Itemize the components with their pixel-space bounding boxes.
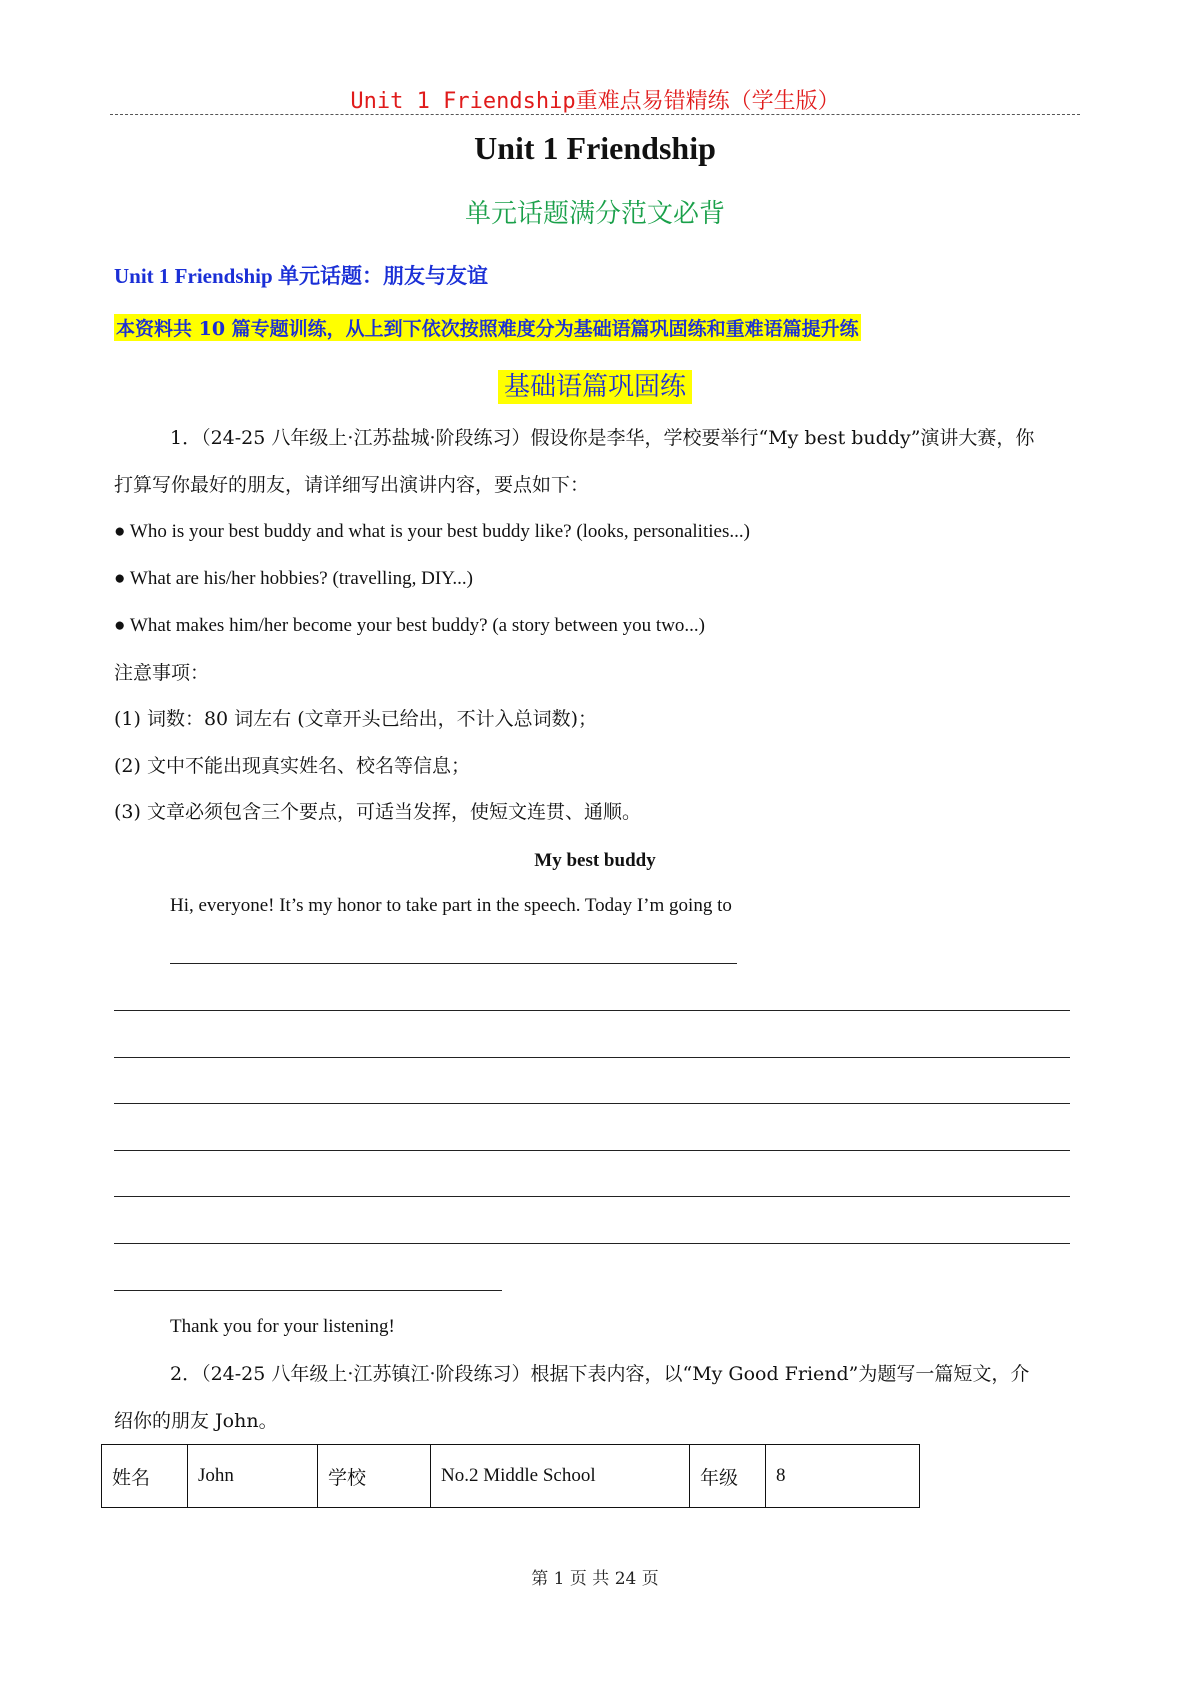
q1-bullet-1: ● Who is your best buddy and what is your best buddy like? (looks, personalities...)	[114, 521, 750, 542]
topic-line: Unit 1 Friendship 单元话题：朋友与友谊	[114, 264, 488, 288]
q2-line2: 绍你的朋友 John。	[114, 1410, 278, 1432]
q1-line1: 1．（24-25 八年级上·江苏盐城·阶段练习）假设你是李华，学校要举行“My best buddy”演讲大赛，你	[170, 427, 1035, 449]
answer-line[interactable]	[114, 1196, 1070, 1197]
answer-line[interactable]	[114, 1243, 1070, 1244]
q1-note-2: (2) 文中不能出现真实姓名、校名等信息；	[114, 755, 470, 777]
answer-line[interactable]	[114, 1010, 1070, 1011]
intro-line: 本资料共 10 篇专题训练，从上到下依次按照难度分为基础语篇巩固练和重难语篇提升练	[114, 314, 861, 341]
q1-notes-label: 注意事项：	[114, 662, 210, 684]
header-divider	[110, 114, 1080, 115]
table-cell-grade-value: 8	[766, 1445, 920, 1508]
document-title: Unit 1 Friendship	[474, 130, 716, 166]
q1-line2: 打算写你最好的朋友，请详细写出演讲内容，要点如下：	[114, 474, 590, 496]
answer-line[interactable]	[114, 1290, 502, 1291]
section-heading	[0, 366, 1190, 403]
q2-line1: 2．（24-25 八年级上·江苏镇江·阶段练习）根据下表内容，以“My Good Friend”为题写一篇短文，介	[170, 1363, 1030, 1385]
table-cell-grade-label: 年级	[690, 1445, 766, 1508]
answer-line[interactable]	[114, 1150, 1070, 1151]
table-cell-name-value: John	[188, 1445, 318, 1508]
table-cell-school-label: 学校	[318, 1445, 431, 1508]
table-row	[102, 1445, 920, 1508]
q1-bullet-2: ● What are his/her hobbies? (travelling, DIY...)	[114, 568, 474, 589]
page-footer: 第 1 页 共 24 页	[531, 1569, 659, 1589]
table-cell-school-value: No.2 Middle School	[431, 1445, 690, 1508]
section-heading-text: 基础语篇巩固练	[498, 370, 692, 404]
answer-line[interactable]	[114, 1103, 1070, 1104]
table-cell-name-label: 姓名	[102, 1445, 188, 1508]
q1-note-1: (1) 词数：80 词左右 (文章开头已给出，不计入总词数)；	[114, 708, 598, 730]
running-header: Unit 1 Friendship重难点易错精练（学生版）	[350, 89, 840, 114]
essay-closing: Thank you for your listening!	[170, 1316, 395, 1337]
essay-opening: Hi, everyone! It’s my honor to take part in the speech. Today I’m going to	[170, 895, 732, 916]
answer-line[interactable]	[170, 963, 737, 964]
q1-bullet-3: ● What makes him/her become your best buddy? (a story between you two...)	[114, 615, 705, 636]
subtitle: 单元话题满分范文必背	[464, 199, 725, 229]
friend-info-table	[101, 1444, 920, 1508]
q1-note-3: (3) 文章必须包含三个要点，可适当发挥，使短文连贯、通顺。	[114, 801, 641, 823]
answer-line[interactable]	[114, 1057, 1070, 1058]
essay-title: My best buddy	[534, 850, 656, 871]
